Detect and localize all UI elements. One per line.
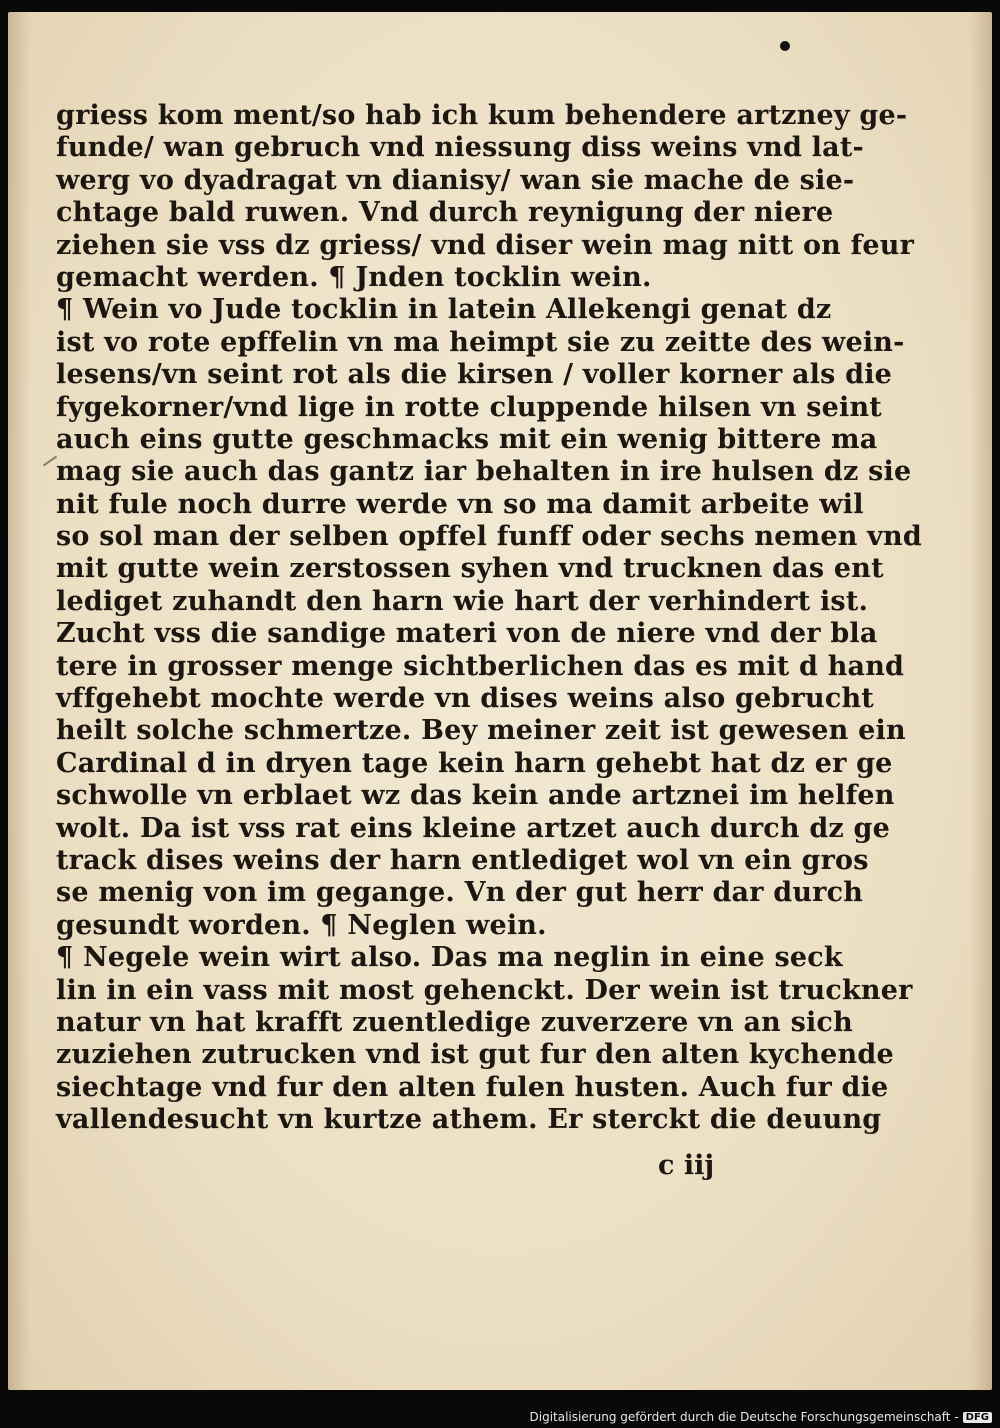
text-line: track dises weins der harn entlediget wol vn ein gros	[56, 844, 869, 876]
text-line: werg vo dyadragat vn dianisy/ wan sie mache de sie-	[56, 164, 855, 196]
main-text-block	[56, 100, 922, 1137]
text-line: mit gutte wein zerstossen syhen vnd trucknen das ent	[56, 553, 884, 585]
text-line: zuziehen zutrucken vnd ist gut fur den alten kychende	[56, 1039, 894, 1071]
text-line: fygekorner/vnd lige in rotte cluppende hilsen vn seint	[56, 391, 882, 423]
text-line: ist vo rote epffelin vn ma heimpt sie zu zeitte des wein-	[56, 326, 905, 358]
ink-dot	[780, 41, 790, 51]
watermark-text: Digitalisierung gefördert durch die Deutsche Forschungsgemeinschaft -	[529, 1410, 959, 1424]
text-line: tere in grosser menge sichtberlichen das es mit d hand	[56, 650, 905, 682]
text-line: siechtage vnd fur den alten fulen husten. Auch fur die	[56, 1071, 889, 1103]
text-line: auch eins gutte geschmacks mit ein wenig bittere ma	[56, 423, 878, 455]
text-line: ¶ Wein vo Jude tocklin in latein Allekengi genat dz	[56, 294, 832, 326]
stray-mark	[43, 456, 57, 467]
text-line: funde/ wan gebruch vnd niessung diss weins vnd lat-	[56, 132, 864, 164]
page-left-edge	[8, 12, 30, 1390]
text-line: natur vn hat krafft zuentledige zuverzere vn an sich	[56, 1006, 853, 1038]
text-line: heilt solche schmertze. Bey meiner zeit ist gewesen ein	[56, 715, 906, 747]
page-right-edge	[970, 12, 992, 1390]
text-line: gesundt worden. ¶ Neglen wein.	[56, 909, 547, 941]
text-line: Cardinal d in dryen tage kein harn gehebt hat dz er ge	[56, 747, 893, 779]
text-line: ¶ Negele wein wirt also. Das ma neglin in eine seck	[56, 942, 843, 974]
dfg-logo: DFG	[963, 1412, 992, 1423]
text-line: lin in ein vass mit most gehenckt. Der wein ist truckner	[56, 974, 913, 1006]
text-line: griess kom ment/so hab ich kum behendere artzney ge-	[56, 100, 908, 131]
text-line: schwolle vn erblaet wz das kein ande artznei im helfen	[56, 780, 895, 812]
text-line: vallendesucht vn kurtze athem. Er sterckt die deuung	[56, 1104, 882, 1136]
digitization-watermark	[530, 1410, 993, 1424]
text-line: lediget zuhandt den harn wie hart der verhindert ist.	[56, 585, 869, 617]
text-line: chtage bald ruwen. Vnd durch reynigung der niere	[56, 197, 834, 229]
text-line: vffgehebt mochte werde vn dises weins also gebrucht	[56, 683, 874, 715]
text-line: Zucht vss die sandige materi von de niere vnd der bla	[56, 618, 878, 650]
text-line: lesens/vn seint rot als die kirsen / voller korner als die	[56, 359, 893, 391]
text-line: ziehen sie vss dz griess/ vnd diser wein mag nitt on feur	[56, 229, 915, 261]
text-line: mag sie auch das gantz iar behalten in ire hulsen dz sie	[56, 456, 912, 488]
text-line: gemacht werden. ¶ Jnden tocklin wein.	[56, 261, 652, 293]
signature-mark: c iij	[658, 1150, 715, 1181]
text-line: wolt. Da ist vss rat eins kleine artzet auch durch dz ge	[56, 812, 891, 844]
text-line: se menig von im gegange. Vn der gut herr dar durch	[56, 877, 864, 909]
text-line: nit fule noch durre werde vn so ma damit arbeite wil	[56, 488, 864, 520]
text-line: so sol man der selben opffel funff oder sechs nemen vnd	[56, 521, 922, 553]
